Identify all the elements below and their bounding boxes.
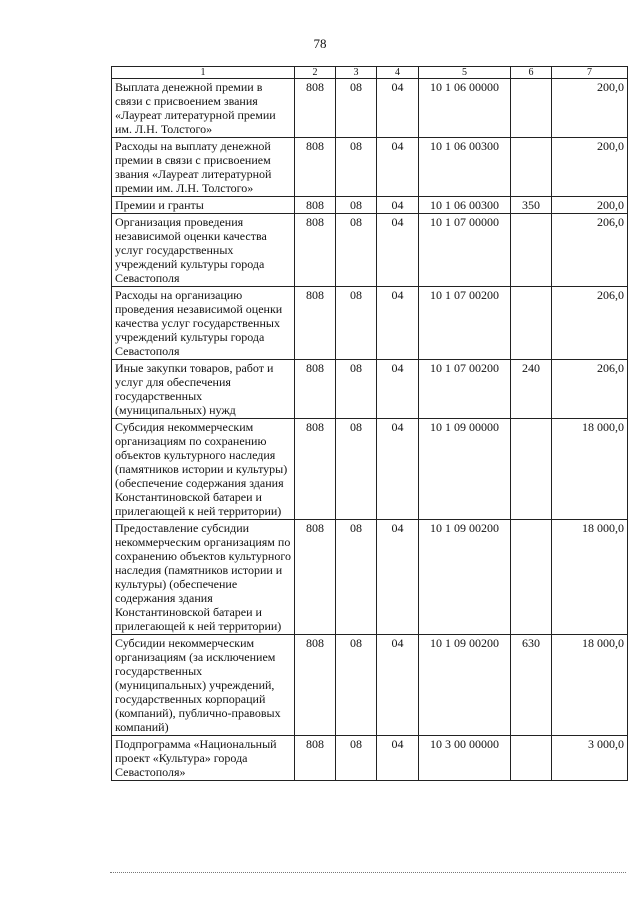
row-expense-type bbox=[511, 214, 552, 287]
page-number: 78 bbox=[313, 36, 327, 51]
column-header-4: 4 bbox=[377, 67, 419, 79]
row-target-article: 10 1 07 00000 bbox=[419, 214, 511, 287]
table-row bbox=[112, 419, 628, 520]
row-target-article: 10 1 06 00300 bbox=[419, 197, 511, 214]
row-subsection-code: 04 bbox=[377, 138, 419, 197]
row-name: Иные закупки товаров, работ и услуг для обеспечения государственных (муниципальных) нужд bbox=[112, 360, 295, 419]
row-expense-type: 350 bbox=[511, 197, 552, 214]
table-row bbox=[112, 520, 628, 635]
row-amount: 200,0 bbox=[552, 197, 628, 214]
row-subsection-code: 04 bbox=[377, 419, 419, 520]
row-ministry-code: 808 bbox=[295, 635, 336, 736]
row-expense-type: 240 bbox=[511, 360, 552, 419]
column-header-5: 5 bbox=[419, 67, 511, 79]
row-expense-type bbox=[511, 138, 552, 197]
row-amount: 18 000,0 bbox=[552, 520, 628, 635]
row-expense-type: 630 bbox=[511, 635, 552, 736]
row-section-code: 08 bbox=[336, 287, 377, 360]
row-target-article: 10 1 09 00200 bbox=[419, 520, 511, 635]
column-header-2: 2 bbox=[295, 67, 336, 79]
row-ministry-code: 808 bbox=[295, 197, 336, 214]
row-target-article: 10 1 07 00200 bbox=[419, 287, 511, 360]
row-expense-type bbox=[511, 736, 552, 781]
row-target-article: 10 3 00 00000 bbox=[419, 736, 511, 781]
column-header-1: 1 bbox=[112, 67, 295, 79]
table-row bbox=[112, 287, 628, 360]
row-target-article: 10 1 09 00200 bbox=[419, 635, 511, 736]
row-ministry-code: 808 bbox=[295, 736, 336, 781]
row-section-code: 08 bbox=[336, 214, 377, 287]
row-subsection-code: 04 bbox=[377, 736, 419, 781]
row-section-code: 08 bbox=[336, 360, 377, 419]
table-row bbox=[112, 197, 628, 214]
row-amount: 206,0 bbox=[552, 287, 628, 360]
row-name: Организация проведения независимой оценки качества услуг государственных учреждений культуры города Севастополя bbox=[112, 214, 295, 287]
table-row bbox=[112, 79, 628, 138]
row-amount: 18 000,0 bbox=[552, 419, 628, 520]
column-header-6: 6 bbox=[511, 67, 552, 79]
row-expense-type bbox=[511, 287, 552, 360]
row-amount: 200,0 bbox=[552, 138, 628, 197]
table-row bbox=[112, 736, 628, 781]
row-ministry-code: 808 bbox=[295, 287, 336, 360]
row-ministry-code: 808 bbox=[295, 520, 336, 635]
row-ministry-code: 808 bbox=[295, 138, 336, 197]
footer-divider bbox=[110, 872, 626, 873]
row-subsection-code: 04 bbox=[377, 214, 419, 287]
row-target-article: 10 1 09 00000 bbox=[419, 419, 511, 520]
row-subsection-code: 04 bbox=[377, 79, 419, 138]
row-name: Предоставление субсидии некоммерческим организациям по сохранению объектов культурного наследия (памятников истории и культуры) (обеспечение содержания здания Константиновской батареи и прилегающей к ней территории) bbox=[112, 520, 295, 635]
row-amount: 18 000,0 bbox=[552, 635, 628, 736]
table-row bbox=[112, 138, 628, 197]
row-target-article: 10 1 06 00000 bbox=[419, 79, 511, 138]
table-row bbox=[112, 360, 628, 419]
row-ministry-code: 808 bbox=[295, 79, 336, 138]
row-name: Выплата денежной премии в связи с присвоением звания «Лауреат литературной премии им. Л.Н. Толстого» bbox=[112, 79, 295, 138]
row-ministry-code: 808 bbox=[295, 360, 336, 419]
row-section-code: 08 bbox=[336, 79, 377, 138]
row-section-code: 08 bbox=[336, 736, 377, 781]
row-target-article: 10 1 07 00200 bbox=[419, 360, 511, 419]
row-section-code: 08 bbox=[336, 635, 377, 736]
table-row bbox=[112, 214, 628, 287]
row-section-code: 08 bbox=[336, 419, 377, 520]
row-subsection-code: 04 bbox=[377, 635, 419, 736]
row-subsection-code: 04 bbox=[377, 287, 419, 360]
column-header-7: 7 bbox=[552, 67, 628, 79]
row-subsection-code: 04 bbox=[377, 360, 419, 419]
row-ministry-code: 808 bbox=[295, 419, 336, 520]
row-amount: 206,0 bbox=[552, 214, 628, 287]
row-section-code: 08 bbox=[336, 197, 377, 214]
row-expense-type bbox=[511, 79, 552, 138]
row-expense-type bbox=[511, 520, 552, 635]
table-header-row bbox=[112, 67, 628, 79]
row-amount: 3 000,0 bbox=[552, 736, 628, 781]
row-subsection-code: 04 bbox=[377, 520, 419, 635]
row-expense-type bbox=[511, 419, 552, 520]
table-row bbox=[112, 635, 628, 736]
row-name: Субсидии некоммерческим организациям (за исключением государственных (муниципальных) учреждений, государственных корпораций (компаний), публично-правовых компаний) bbox=[112, 635, 295, 736]
row-name: Субсидия некоммерческим организациям по сохранению объектов культурного наследия (памятников истории и культуры) (обеспечение содержания здания Константиновской батареи и прилегающей к ней территории) bbox=[112, 419, 295, 520]
row-ministry-code: 808 bbox=[295, 214, 336, 287]
row-name: Премии и гранты bbox=[112, 197, 295, 214]
row-subsection-code: 04 bbox=[377, 197, 419, 214]
row-amount: 200,0 bbox=[552, 79, 628, 138]
budget-table bbox=[111, 66, 628, 781]
row-amount: 206,0 bbox=[552, 360, 628, 419]
row-name: Подпрограмма «Национальный проект «Культура» города Севастополя» bbox=[112, 736, 295, 781]
column-header-3: 3 bbox=[336, 67, 377, 79]
row-target-article: 10 1 06 00300 bbox=[419, 138, 511, 197]
row-name: Расходы на организацию проведения независимой оценки качества услуг государственных учреждений культуры города Севастополя bbox=[112, 287, 295, 360]
row-name: Расходы на выплату денежной премии в связи с присвоением звания «Лауреат литературной премии им. Л.Н. Толстого» bbox=[112, 138, 295, 197]
row-section-code: 08 bbox=[336, 138, 377, 197]
row-section-code: 08 bbox=[336, 520, 377, 635]
